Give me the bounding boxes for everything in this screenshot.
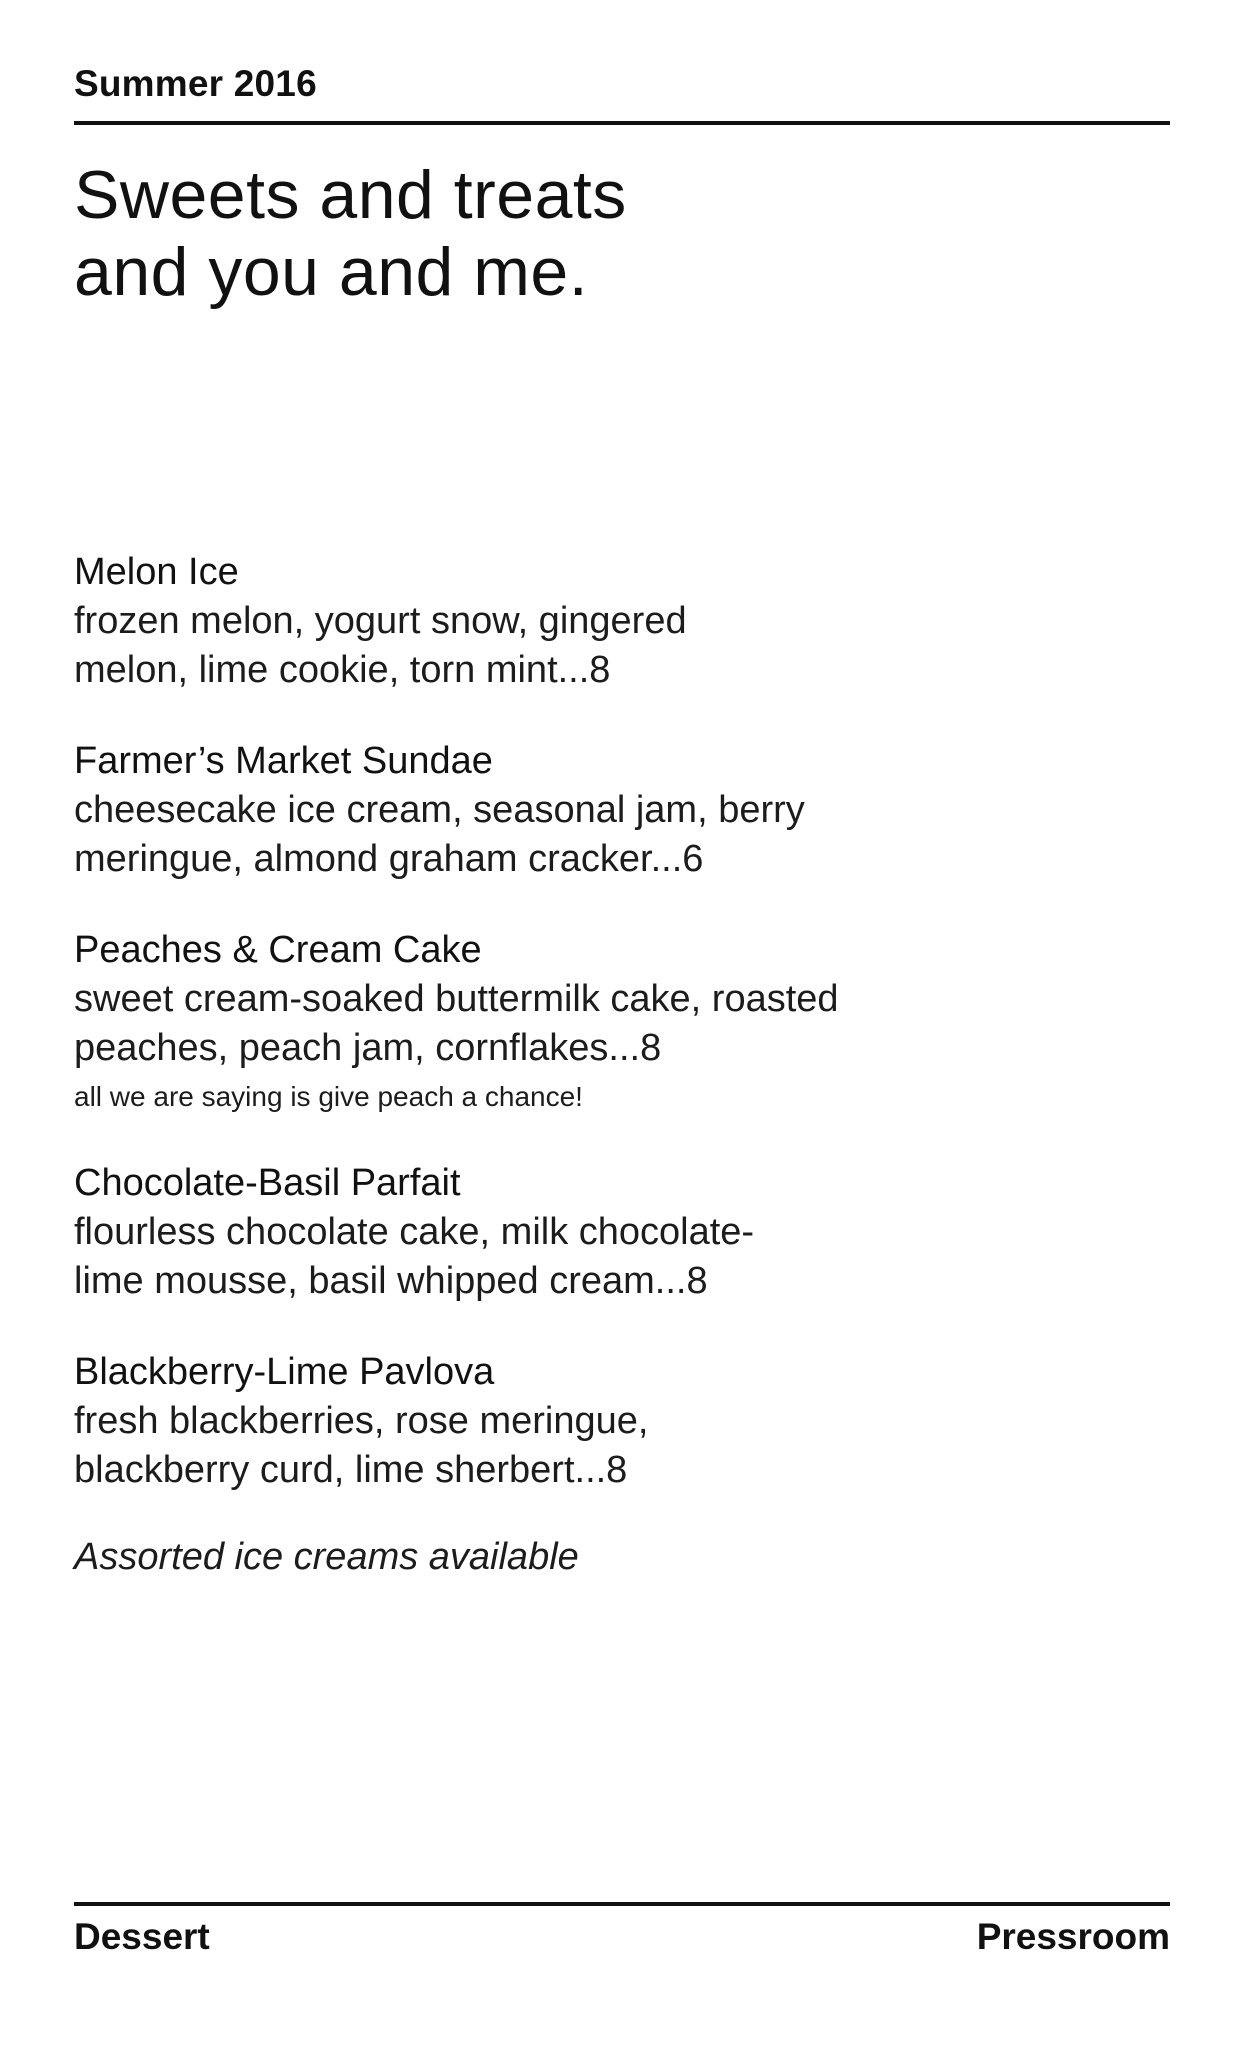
menu-item-name: Blackberry-Lime Pavlova [74,1351,495,1393]
menu-item-description-line: meringue, almond graham cracker...6 [74,838,704,880]
menu-item-description-line: fresh blackberries, rose meringue, [74,1400,649,1442]
tagline-line-2: and you and me. [74,234,589,310]
menu-item-description [74,1208,1074,1306]
menu-item-description [74,786,1074,884]
assorted-ice-creams-note: Assorted ice creams available [74,1536,579,1578]
menu-item-name: Peaches & Cream Cake [74,929,482,971]
menu-item [74,737,1074,884]
menu-page [74,0,1170,2048]
menu-item-name: Melon Ice [74,551,239,593]
menu-item-description-line: frozen melon, yogurt snow, gingered [74,600,687,642]
menu-item-description-line: melon, lime cookie, torn mint...8 [74,649,611,691]
menu-item-description-line: sweet cream-soaked buttermilk cake, roasted [74,978,839,1020]
menu-item-description-line: peaches, peach jam, cornflakes...8 [74,1027,662,1069]
menu-item-description [74,975,1074,1073]
restaurant-name: Pressroom [976,1916,1170,1957]
menu-item-description-line: flourless chocolate cake, milk chocolate- [74,1211,755,1253]
tagline-line-1: Sweets and treats [74,157,627,233]
menu-item-name: Farmer’s Market Sundae [74,740,493,782]
menu-item-description-line: blackberry curd, lime sherbert...8 [74,1449,628,1491]
menu-section-label: Dessert [74,1916,210,1957]
top-divider [74,121,1170,125]
menu-item-name: Chocolate-Basil Parfait [74,1162,461,1204]
menu-tagline [74,157,627,311]
season-label: Summer 2016 [74,63,317,104]
menu-item-description [74,1397,1074,1495]
menu-item [74,1348,1074,1495]
menu-item [74,1159,1074,1306]
menu-item [74,926,1074,1117]
menu-item-description-line: cheesecake ice cream, seasonal jam, berry [74,789,805,831]
menu-item-description [74,597,1074,695]
dessert-menu-list [74,548,1074,1582]
bottom-divider [74,1902,1170,1906]
menu-item-note: all we are saying is give peach a chance! [74,1081,583,1112]
menu-item [74,548,1074,695]
menu-item-description-line: lime mousse, basil whipped cream...8 [74,1260,708,1302]
